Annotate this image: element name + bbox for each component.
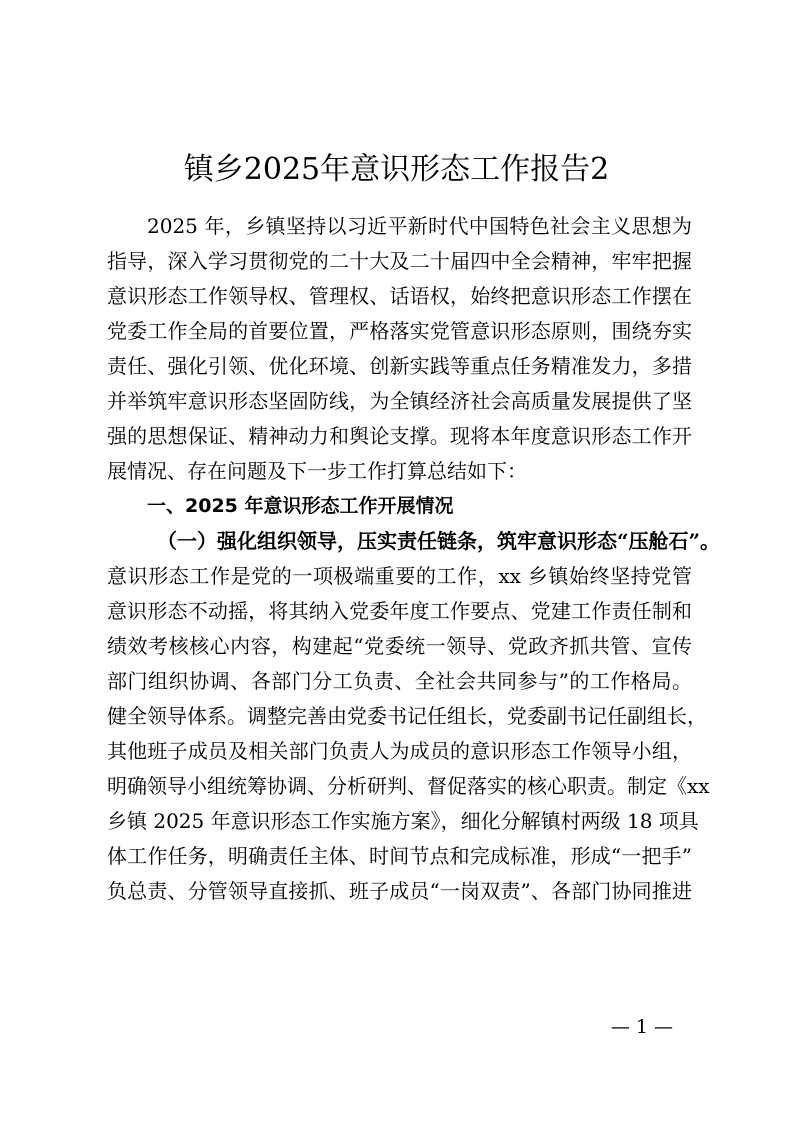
body-line: 意识形态工作领导权、管理权、话语权，始终把意识形态工作摆在 <box>107 284 692 308</box>
subsection-heading: （一）强化组织领导，压实责任链条，筑牢意识形态“压舱石”。 <box>157 529 721 553</box>
document-title: 镇乡2025年意识形态工作报告2 <box>183 152 610 187</box>
body-line: 并举筑牢意识形态坚固防线，为全镇经济社会高质量发展提供了坚 <box>107 389 692 413</box>
section-heading: 一、2025 年意识形态工作开展情况 <box>147 495 454 517</box>
body-line: 负总责、分管领导直接抓、班子成员“一岗双责”、各部门协同推进 <box>107 879 692 903</box>
body-line: 意识形态不动摇，将其纳入党委年度工作要点、党建工作责任制和 <box>107 599 692 623</box>
body-line: 展情况、存在问题及下一步工作打算总结如下： <box>107 459 527 483</box>
body-line: 明确领导小组统筹协调、分析研判、督促落实的核心职责。制定《xx <box>107 774 710 798</box>
body-line: 党委工作全局的首要位置，严格落实党管意识形态原则，围绕夯实 <box>107 319 692 343</box>
body-line: 意识形态工作是党的一项极端重要的工作，xx 乡镇始终坚持党管 <box>107 564 692 588</box>
document-body <box>107 209 721 909</box>
body-line: 体工作任务，明确责任主体、时间节点和完成标准，形成“一把手” <box>107 844 692 868</box>
body-line: 强的思想保证、精神动力和舆论支撑。现将本年度意识形态工作开 <box>107 424 692 448</box>
body-line: 2025 年，乡镇坚持以习近平新时代中国特色社会主义思想为 <box>147 214 692 238</box>
page-number: — 1 — <box>610 1016 673 1038</box>
body-line: 乡镇 2025 年意识形态工作实施方案》，细化分解镇村两级 18 项具 <box>107 809 699 833</box>
body-line: 责任、强化引领、优化环境、创新实践等重点任务精准发力，多措 <box>107 354 692 378</box>
body-line: 健全领导体系。调整完善由党委书记任组长，党委副书记任副组长， <box>107 704 707 728</box>
body-line: 指导，深入学习贯彻党的二十大及二十届四中全会精神，牢牢把握 <box>107 249 692 273</box>
body-line: 其他班子成员及相关部门负责人为成员的意识形态工作领导小组， <box>107 739 692 763</box>
body-line: 部门组织协调、各部门分工负责、全社会共同参与”的工作格局。 <box>107 669 692 693</box>
body-line: 绩效考核核心内容，构建起“党委统一领导、党政齐抓共管、宣传 <box>107 634 692 658</box>
